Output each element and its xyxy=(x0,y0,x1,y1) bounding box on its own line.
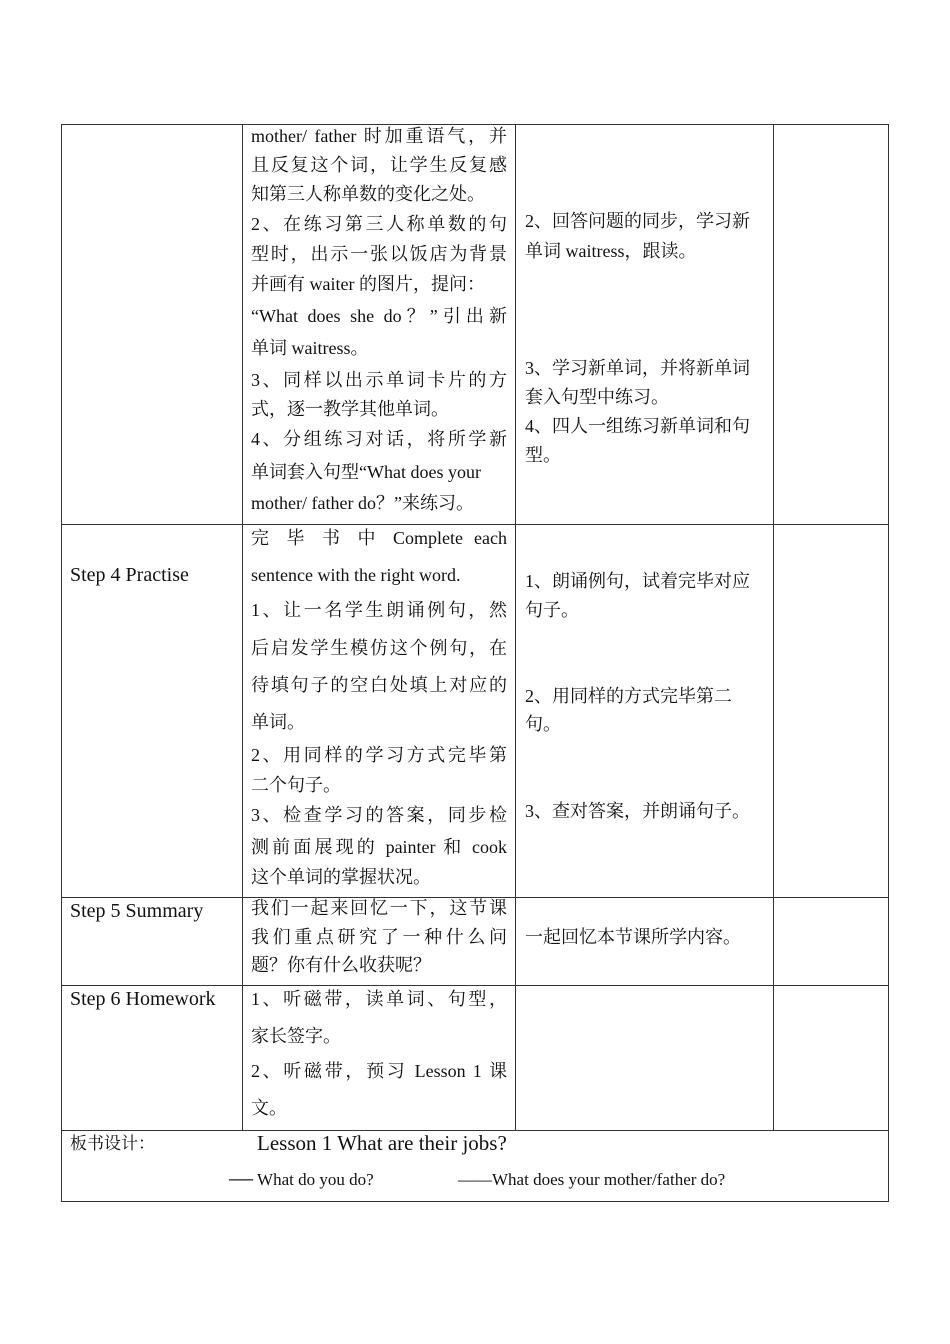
teacher-line: 我们重点研究了一种什么问 xyxy=(251,927,507,947)
teacher-line: 3、同样以出示单词卡片的方 xyxy=(251,370,507,390)
teacher-line: 1、让一名学生朗诵例句，然 xyxy=(251,600,507,620)
column-divider xyxy=(242,124,243,1130)
step-label: Step 5 Summary xyxy=(70,900,204,922)
table-border-bottom xyxy=(61,1201,889,1202)
teacher-line: 后启发学生模仿这个例句，在 xyxy=(251,638,507,658)
table-border-left xyxy=(61,124,62,1202)
student-line: 一起回忆本节课所学内容。 xyxy=(525,927,741,947)
student-line: 句子。 xyxy=(525,600,579,620)
teacher-line: 待填句子的空白处填上对应的 xyxy=(251,675,507,695)
teacher-line: 式，逐一教学其他单词。 xyxy=(251,399,449,419)
teacher-line: 且反复这个词，让学生反复感 xyxy=(251,155,507,175)
student-line: 单词 waitress，跟读。 xyxy=(525,241,697,261)
student-line: 型。 xyxy=(525,445,561,465)
teacher-line: 单词 waitress。 xyxy=(251,338,369,358)
teacher-line: 题？你有什么收获呢？ xyxy=(251,955,431,975)
teacher-line: 我们一起来回忆一下，这节课 xyxy=(251,898,507,918)
board-question-left: ── What do you do? xyxy=(229,1170,374,1189)
teacher-line: 2、听磁带，预习 Lesson 1 课 xyxy=(251,1061,507,1081)
teacher-line: 知第三人称单数的变化之处。 xyxy=(251,184,485,204)
column-divider xyxy=(773,124,774,1130)
teacher-line: 完 毕 书 中 Complete each xyxy=(251,528,507,548)
teacher-line: 1、听磁带，读单词、句型， xyxy=(251,989,507,1009)
teacher-line: sentence with the right word. xyxy=(251,565,461,585)
step-label: Step 4 Practise xyxy=(70,564,189,586)
board-design-label: 板书设计： xyxy=(70,1134,155,1153)
teacher-line: mother/ father 时加重语气，并 xyxy=(251,126,507,146)
teacher-line: 单词套入句型“What does your xyxy=(251,462,481,482)
table-border-right xyxy=(888,124,889,1202)
teacher-line: 4、分组练习对话，将所学新 xyxy=(251,429,507,449)
student-line: 2、回答问题的同步，学习新 xyxy=(525,211,750,231)
teacher-line: “What does she do？”引出新 xyxy=(251,306,507,326)
student-line: 4、四人一组练习新单词和句 xyxy=(525,416,750,436)
student-line: 3、学习新单词，并将新单词 xyxy=(525,358,750,378)
teacher-line: 家长签字。 xyxy=(251,1026,341,1046)
teacher-line: 这个单词的掌握状况。 xyxy=(251,867,431,887)
teacher-line: 文。 xyxy=(251,1098,287,1118)
teacher-line: 单词。 xyxy=(251,712,305,732)
student-line: 句。 xyxy=(525,714,561,734)
teacher-line: 二个句子。 xyxy=(251,775,341,795)
step-label: Step 6 Homework xyxy=(70,988,216,1010)
student-line: 1、朗诵例句，试着完毕对应 xyxy=(525,571,750,591)
teacher-line: 3、检查学习的答案，同步检 xyxy=(251,805,507,825)
board-question-right: ——What does your mother/father do? xyxy=(458,1170,726,1189)
board-title: Lesson 1 What are their jobs? xyxy=(257,1131,507,1155)
teacher-line: 型时，出示一张以饭店为背景 xyxy=(251,244,507,264)
teacher-line: 并画有 waiter 的图片，提问： xyxy=(251,274,485,294)
column-divider xyxy=(515,124,516,1130)
student-line: 2、用同样的方式完毕第二 xyxy=(525,686,732,706)
student-line: 套入句型中练习。 xyxy=(525,387,669,407)
teacher-line: 2、在练习第三人称单数的句 xyxy=(251,214,507,234)
teacher-line: 测前面展现的 painter 和 cook xyxy=(251,837,507,857)
teacher-line: mother/ father do？”来练习。 xyxy=(251,493,474,513)
student-line: 3、查对答案，并朗诵句子。 xyxy=(525,801,750,821)
teacher-line: 2、用同样的学习方式完毕第 xyxy=(251,745,507,765)
